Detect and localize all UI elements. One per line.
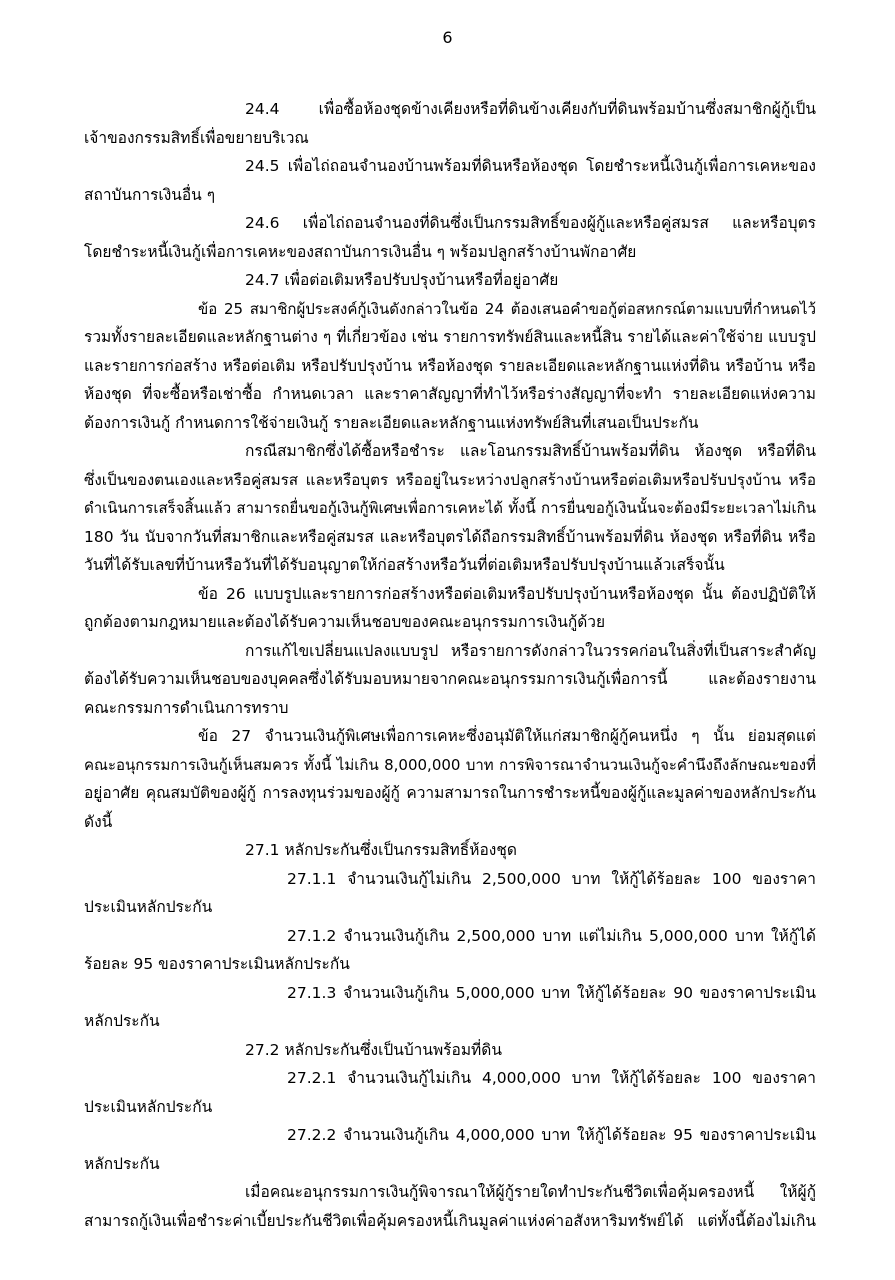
page-number: 6 bbox=[442, 28, 453, 47]
clause-27-1-1-line-1: 27.1.1 จำนวนเงินกู้ไม่เกิน 2,500,000 บาท ให้กู้ได้ร้อยละ 100 ของราคา bbox=[287, 869, 816, 888]
section-27-para-2-line-1: เมื่อคณะอนุกรรมการเงินกู้พิจารณาให้ผู้กู้รายใดทำประกันชีวิตเพื่อคุ้มครองหนี้ ให้ผู้กู้ bbox=[245, 1183, 816, 1201]
section-25-para-2-line-5: วันที่ได้รับเลขที่บ้านหรือวันที่ได้รับอนุญาตให้ก่อสร้างหรือวันที่ต่อเติมหรือปรับปรุงบ้านแล้วเสร็จนั้น bbox=[84, 556, 725, 574]
clause-27-1-1-line-2: ประเมินหลักประกัน bbox=[84, 898, 213, 916]
section-25-line-2: รวมทั้งรายละเอียดและหลักฐานต่าง ๆ ที่เกี่ยวข้อง เช่น รายการทรัพย์สินและหนี้สิน รายได้และค่าใช้จ่าย แบบรูป bbox=[84, 328, 816, 346]
section-25-line-1: ข้อ 25 สมาชิกผู้ประสงค์กู้เงินดังกล่าวในข้อ 24 ต้องเสนอคำขอกู้ต่อสหกรณ์ตามแบบที่กำหนดไว้ bbox=[198, 299, 816, 318]
clause-24-5-line-2: สถาบันการเงินอื่น ๆ bbox=[84, 185, 216, 204]
section-26-para-2-line-1: การแก้ไขเปลี่ยนแปลงแบบรูป หรือรายการดังกล่าวในวรรคก่อนในสิ่งที่เป็นสาระสำคัญ bbox=[245, 641, 816, 660]
section-26-para-2-line-2: ต้องได้รับความเห็นชอบของบุคคลซึ่งได้รับมอบหมายจากคณะอนุกรรมการเงินกู้เพื่อการนี้ และต้องรายงาน bbox=[84, 670, 816, 688]
clause-27-1-3-line-2: หลักประกัน bbox=[84, 1012, 160, 1030]
clause-24-6-line-2: โดยชำระหนี้เงินกู้เพื่อการเคหะของสถาบันการเงินอื่น ๆ พร้อมปลูกสร้างบ้านพักอาศัย bbox=[84, 242, 637, 261]
section-25-para-2-line-4: 180 วัน นับจากวันที่สมาชิกและหรือคู่สมรส และหรือบุตรได้ถือกรรมสิทธิ์บ้านพร้อมที่ดิน ห้องชุด หรือที่ดิน หรือ bbox=[84, 527, 816, 546]
clause-27-1-heading: 27.1 หลักประกันซึ่งเป็นกรรมสิทธิ์ห้องชุด bbox=[245, 841, 517, 859]
section-26-line-1: ข้อ 26 แบบรูปและรายการก่อสร้างหรือต่อเติมหรือปรับปรุงบ้านหรือห้องชุด นั้น ต้องปฏิบัติให้ bbox=[198, 584, 816, 603]
section-27-line-2: คณะอนุกรรมการเงินกู้เห็นสมควร ทั้งนี้ ไม่เกิน 8,000,000 บาท การพิจารณาจำนวนเงินกู้จะคำนึงถึงลักษณะของที่ bbox=[84, 755, 816, 774]
section-25-para-2-line-1: กรณีสมาชิกซึ่งได้ซื้อหรือชำระ และโอนกรรมสิทธิ์บ้านพร้อมที่ดิน ห้องชุด หรือที่ดิน bbox=[245, 442, 816, 460]
clause-24-4-line-2: เจ้าของกรรมสิทธิ์เพื่อขยายบริเวณ bbox=[84, 128, 309, 147]
section-25-para-2-line-2: ซึ่งเป็นของตนเองและหรือคู่สมรส และหรือบุตร หรืออยู่ในระหว่างปลูกสร้างบ้านหรือต่อเติมหรือปรับปรุงบ้าน หรือ bbox=[84, 470, 816, 489]
clause-27-1-2-line-2: ร้อยละ 95 ของราคาประเมินหลักประกัน bbox=[84, 955, 350, 973]
clause-24-7-line: 24.7 เพื่อต่อเติมหรือปรับปรุงบ้านหรือที่อยู่อาศัย bbox=[245, 271, 559, 289]
clause-27-2-2-line-2: หลักประกัน bbox=[84, 1154, 160, 1173]
section-25-line-3: และรายการก่อสร้าง หรือต่อเติม หรือปรับปรุงบ้าน หรือห้องชุด รายละเอียดและหลักฐานแห่งที่ดิน หรือบ้าน หรือ bbox=[84, 356, 816, 375]
section-27-line-4: ดังนี้ bbox=[84, 812, 113, 831]
clause-27-1-3-line-1: 27.1.3 จำนวนเงินกู้เกิน 5,000,000 บาท ให้กู้ได้ร้อยละ 90 ของราคาประเมิน bbox=[287, 983, 816, 1002]
document-body bbox=[84, 95, 816, 1235]
clause-24-6-line-1: 24.6 เพื่อไถ่ถอนจำนองที่ดินซึ่งเป็นกรรมสิทธิ์ของผู้กู้และหรือคู่สมรส และหรือบุตร bbox=[245, 214, 816, 232]
section-26-para-2-line-3: คณะกรรมการดำเนินการทราบ bbox=[84, 698, 289, 717]
section-27-para-2-line-2: สามารถกู้เงินเพื่อชำระค่าเบี้ยประกันชีวิตเพื่อคุ้มครองหนี้เกินมูลค่าแห่งค่าอสังหาริมทรัพย์ได้ แต่ทั้งนี้ต้องไม่เกิน bbox=[84, 1211, 816, 1230]
clause-27-2-2-line-1: 27.2.2 จำนวนเงินกู้เกิน 4,000,000 บาท ให้กู้ได้ร้อยละ 95 ของราคาประเมิน bbox=[287, 1126, 816, 1144]
clause-27-1-2-line-1: 27.1.2 จำนวนเงินกู้เกิน 2,500,000 บาท แต่ไม่เกิน 5,000,000 บาท ให้กู้ได้ bbox=[287, 926, 816, 945]
section-25-para-2-line-3: ดำเนินการเสร็จสิ้นแล้ว สามารถยื่นขอกู้เงินกู้พิเศษเพื่อการเคหะได้ ทั้งนี้ การยื่นขอกู้เงินนั้นจะต้องมีระยะเวลาไม่เกิน bbox=[84, 499, 816, 517]
clause-24-4-line-1: 24.4 เพื่อซื้อห้องชุดข้างเคียงหรือที่ดินข้างเคียงกับที่ดินพร้อมบ้านซึ่งสมาชิกผู้กู้เป็น bbox=[245, 100, 816, 118]
clause-27-2-1-line-2: ประเมินหลักประกัน bbox=[84, 1097, 213, 1116]
section-25-line-5: ต้องการเงินกู้ กำหนดการใช้จ่ายเงินกู้ รายละเอียดและหลักฐานแห่งทรัพย์สินที่เสนอเป็นประกัน bbox=[84, 413, 699, 432]
clause-24-5-line-1: 24.5 เพื่อไถ่ถอนจำนองบ้านพร้อมที่ดินหรือห้องชุด โดยชำระหนี้เงินกู้เพื่อการเคหะของ bbox=[245, 157, 816, 175]
section-26-line-2: ถูกต้องตามกฎหมายและต้องได้รับความเห็นชอบของคณะอนุกรรมการเงินกู้ด้วย bbox=[84, 613, 606, 631]
clause-27-2-heading: 27.2 หลักประกันซึ่งเป็นบ้านพร้อมที่ดิน bbox=[245, 1040, 502, 1059]
clause-27-2-1-line-1: 27.2.1 จำนวนเงินกู้ไม่เกิน 4,000,000 บาท ให้กู้ได้ร้อยละ 100 ของราคา bbox=[287, 1069, 816, 1087]
section-27-line-1: ข้อ 27 จำนวนเงินกู้พิเศษเพื่อการเคหะซึ่งอนุมัติให้แก่สมาชิกผู้กู้คนหนึ่ง ๆ นั้น ย่อมสุดแต่ bbox=[198, 727, 816, 745]
section-27-line-3: อยู่อาศัย คุณสมบัติของผู้กู้ การลงทุนร่วมของผู้กู้ ความสามารถในการชำระหนี้ของผู้กู้และมูลค่าของหลักประกัน bbox=[84, 784, 816, 802]
section-25-line-4: ห้องชุด ที่จะซื้อหรือเช่าซื้อ กำหนดเวลา และราคาสัญญาที่ทำไว้หรือร่างสัญญาที่จะทำ รายละเอียดแห่งความ bbox=[84, 385, 816, 403]
